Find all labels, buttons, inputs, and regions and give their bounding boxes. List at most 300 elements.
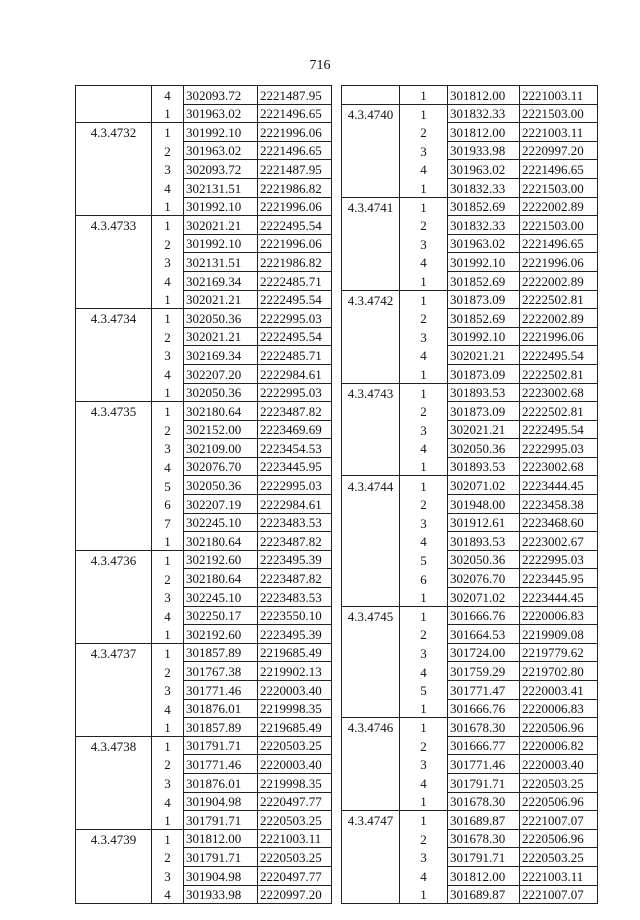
table-row [342,234,598,253]
x-coordinate-cell: 302076.70 [448,569,520,588]
parcel-id-cell [342,346,400,365]
point-number-cell: 4 [400,439,448,458]
point-number-cell: 2 [152,234,184,253]
parcel-id-cell [342,309,400,328]
x-coordinate-cell: 302021.21 [448,420,520,439]
y-coordinate-cell: 2219998.35 [258,773,332,792]
x-coordinate-cell: 302071.02 [448,476,520,495]
parcel-id-cell [76,588,152,607]
x-coordinate-cell: 301689.87 [448,885,520,904]
x-coordinate-cell: 302180.64 [184,532,258,551]
x-coordinate-cell: 302131.51 [184,178,258,197]
table-row [76,681,332,700]
y-coordinate-cell: 2221003.11 [258,829,332,848]
x-coordinate-cell: 302250.17 [184,606,258,625]
y-coordinate-cell: 2222495.54 [520,346,598,365]
x-coordinate-cell: 301852.69 [448,271,520,290]
point-number-cell: 4 [152,178,184,197]
y-coordinate-cell: 2219998.35 [258,699,332,718]
y-coordinate-cell: 2220503.25 [258,811,332,830]
parcel-id-cell: 4.3.4747 [342,811,400,830]
point-number-cell: 1 [400,197,448,216]
y-coordinate-cell: 2221503.00 [520,216,598,235]
x-coordinate-cell: 301992.10 [184,123,258,142]
point-number-cell: 3 [400,848,448,867]
table-row [342,718,598,737]
x-coordinate-cell: 301912.61 [448,513,520,532]
table-row [342,420,598,439]
table-row [342,309,598,328]
coordinate-table-right-body [342,86,598,904]
y-coordinate-cell: 2220003.40 [258,755,332,774]
x-coordinate-cell: 302050.36 [448,550,520,569]
table-row [342,681,598,700]
y-coordinate-cell: 2220006.82 [520,736,598,755]
x-coordinate-cell: 302093.72 [184,86,258,105]
x-coordinate-cell: 302245.10 [184,513,258,532]
x-coordinate-cell: 301992.10 [184,234,258,253]
x-coordinate-cell: 302050.36 [184,309,258,328]
point-number-cell: 3 [400,755,448,774]
point-number-cell: 5 [400,681,448,700]
parcel-id-cell [76,476,152,495]
y-coordinate-cell: 2220003.40 [520,755,598,774]
x-coordinate-cell: 301852.69 [448,197,520,216]
parcel-id-cell [76,755,152,774]
parcel-id-cell [76,327,152,346]
parcel-id-cell [342,420,400,439]
parcel-id-cell [76,178,152,197]
point-number-cell: 7 [152,513,184,532]
y-coordinate-cell: 2219685.49 [258,643,332,662]
parcel-id-cell [76,86,152,105]
table-row [76,290,332,309]
table-row [76,178,332,197]
parcel-id-cell: 4.3.4746 [342,718,400,737]
table-row [342,866,598,885]
y-coordinate-cell: 2220997.20 [258,885,332,904]
point-number-cell: 1 [400,457,448,476]
x-coordinate-cell: 302180.64 [184,402,258,421]
y-coordinate-cell: 2223458.38 [520,495,598,514]
y-coordinate-cell: 2221986.82 [258,178,332,197]
point-number-cell: 6 [152,495,184,514]
y-coordinate-cell: 2222495.54 [258,290,332,309]
y-coordinate-cell: 2222984.61 [258,495,332,514]
x-coordinate-cell: 301857.89 [184,718,258,737]
y-coordinate-cell: 2221003.11 [520,866,598,885]
x-coordinate-cell: 301933.98 [448,141,520,160]
y-coordinate-cell: 2223444.45 [520,476,598,495]
table-row [342,495,598,514]
parcel-id-cell [342,699,400,718]
point-number-cell: 2 [400,216,448,235]
point-number-cell: 3 [400,643,448,662]
y-coordinate-cell: 2222502.81 [520,364,598,383]
x-coordinate-cell: 302071.02 [448,588,520,607]
x-coordinate-cell: 302021.21 [184,216,258,235]
x-coordinate-cell: 301771.46 [184,681,258,700]
table-row [342,513,598,532]
point-number-cell: 4 [152,457,184,476]
table-row [76,885,332,904]
table-row [76,271,332,290]
table-row [76,550,332,569]
table-row [342,885,598,904]
table-row [342,569,598,588]
y-coordinate-cell: 2222995.03 [258,383,332,402]
point-number-cell: 1 [400,364,448,383]
x-coordinate-cell: 301963.02 [448,160,520,179]
parcel-id-cell [76,625,152,644]
y-coordinate-cell: 2222002.89 [520,197,598,216]
table-row [76,532,332,551]
parcel-id-cell [342,588,400,607]
x-coordinate-cell: 301904.98 [184,792,258,811]
y-coordinate-cell: 2220997.20 [520,141,598,160]
x-coordinate-cell: 301666.76 [448,699,520,718]
x-coordinate-cell: 302021.21 [184,290,258,309]
x-coordinate-cell: 301832.33 [448,104,520,123]
parcel-id-cell: 4.3.4736 [76,550,152,569]
table-row [76,346,332,365]
x-coordinate-cell: 301791.71 [184,811,258,830]
point-number-cell: 1 [152,532,184,551]
point-number-cell: 4 [152,86,184,105]
x-coordinate-cell: 302192.60 [184,625,258,644]
table-row [342,736,598,755]
parcel-id-cell: 4.3.4732 [76,123,152,142]
table-row [76,123,332,142]
x-coordinate-cell: 301812.00 [448,86,520,105]
x-coordinate-cell: 302021.21 [184,327,258,346]
point-number-cell: 1 [400,178,448,197]
point-number-cell: 2 [400,736,448,755]
y-coordinate-cell: 2223495.39 [258,625,332,644]
parcel-id-cell [342,866,400,885]
point-number-cell: 3 [152,346,184,365]
y-coordinate-cell: 2221996.06 [258,123,332,142]
parcel-id-cell: 4.3.4742 [342,290,400,309]
y-coordinate-cell: 2222995.03 [520,439,598,458]
point-number-cell: 2 [400,309,448,328]
point-number-cell: 1 [400,104,448,123]
table-row [342,532,598,551]
y-coordinate-cell: 2221003.11 [520,123,598,142]
parcel-id-cell [342,123,400,142]
point-number-cell: 1 [152,216,184,235]
table-row [342,86,598,105]
y-coordinate-cell: 2223487.82 [258,532,332,551]
x-coordinate-cell: 301904.98 [184,866,258,885]
point-number-cell: 4 [400,160,448,179]
table-row [76,402,332,421]
y-coordinate-cell: 2219702.80 [520,662,598,681]
y-coordinate-cell: 2220503.25 [258,848,332,867]
parcel-id-cell [342,513,400,532]
table-row [342,216,598,235]
point-number-cell: 1 [152,123,184,142]
table-row [76,86,332,105]
parcel-id-cell [342,569,400,588]
parcel-id-cell: 4.3.4734 [76,309,152,328]
table-row [76,309,332,328]
parcel-id-cell [342,625,400,644]
table-row [342,476,598,495]
x-coordinate-cell: 302169.34 [184,346,258,365]
y-coordinate-cell: 2221496.65 [258,104,332,123]
point-number-cell: 1 [152,402,184,421]
table-row [76,736,332,755]
y-coordinate-cell: 2223483.53 [258,513,332,532]
x-coordinate-cell: 302152.00 [184,420,258,439]
x-coordinate-cell: 301664.53 [448,625,520,644]
x-coordinate-cell: 301893.53 [448,532,520,551]
table-row [76,364,332,383]
table-row [76,569,332,588]
parcel-id-cell [342,402,400,421]
table-row [76,625,332,644]
x-coordinate-cell: 301852.69 [448,309,520,328]
x-coordinate-cell: 301771.47 [448,681,520,700]
y-coordinate-cell: 2222495.54 [258,216,332,235]
parcel-id-cell [342,681,400,700]
parcel-id-cell [76,532,152,551]
parcel-id-cell [76,699,152,718]
point-number-cell: 3 [152,588,184,607]
x-coordinate-cell: 301992.10 [448,327,520,346]
point-number-cell: 2 [152,662,184,681]
y-coordinate-cell: 2220506.96 [520,718,598,737]
y-coordinate-cell: 2222002.89 [520,271,598,290]
point-number-cell: 2 [152,569,184,588]
table-row [76,755,332,774]
y-coordinate-cell: 2223002.68 [520,383,598,402]
x-coordinate-cell: 301771.46 [184,755,258,774]
x-coordinate-cell: 301791.71 [184,736,258,755]
point-number-cell: 2 [400,625,448,644]
point-number-cell: 3 [152,866,184,885]
table-row [342,123,598,142]
y-coordinate-cell: 2222995.03 [520,550,598,569]
point-number-cell: 1 [400,290,448,309]
parcel-id-cell [76,495,152,514]
table-row [76,216,332,235]
x-coordinate-cell: 302050.36 [184,476,258,495]
y-coordinate-cell: 2221496.65 [258,141,332,160]
point-number-cell: 4 [152,699,184,718]
x-coordinate-cell: 301759.29 [448,662,520,681]
x-coordinate-cell: 301666.76 [448,606,520,625]
table-row [342,253,598,272]
y-coordinate-cell: 2223002.68 [520,457,598,476]
x-coordinate-cell: 301812.00 [184,829,258,848]
point-number-cell: 3 [152,681,184,700]
table-row [342,588,598,607]
point-number-cell: 1 [152,550,184,569]
parcel-id-cell: 4.3.4735 [76,402,152,421]
table-row [76,141,332,160]
table-row [342,178,598,197]
y-coordinate-cell: 2223002.67 [520,532,598,551]
y-coordinate-cell: 2223483.53 [258,588,332,607]
parcel-id-cell [76,197,152,216]
y-coordinate-cell: 2220503.25 [520,848,598,867]
x-coordinate-cell: 301873.09 [448,402,520,421]
parcel-id-cell [76,606,152,625]
table-row [342,439,598,458]
y-coordinate-cell: 2222995.03 [258,476,332,495]
parcel-id-cell [342,792,400,811]
x-coordinate-cell: 301963.02 [184,141,258,160]
x-coordinate-cell: 301876.01 [184,773,258,792]
table-row [76,327,332,346]
y-coordinate-cell: 2221496.65 [520,234,598,253]
point-number-cell: 4 [400,532,448,551]
parcel-id-cell [76,364,152,383]
parcel-id-cell [342,271,400,290]
table-row [76,643,332,662]
point-number-cell: 1 [400,792,448,811]
x-coordinate-cell: 301963.02 [184,104,258,123]
point-number-cell: 1 [400,606,448,625]
parcel-id-cell [76,253,152,272]
parcel-id-cell [76,569,152,588]
parcel-id-cell [342,532,400,551]
y-coordinate-cell: 2221007.07 [520,811,598,830]
table-row [342,104,598,123]
parcel-id-cell: 4.3.4738 [76,736,152,755]
y-coordinate-cell: 2220003.40 [258,681,332,700]
y-coordinate-cell: 2220506.96 [520,792,598,811]
parcel-id-cell [342,141,400,160]
parcel-id-cell [342,160,400,179]
parcel-id-cell [76,513,152,532]
point-number-cell: 1 [400,699,448,718]
point-number-cell: 1 [400,718,448,737]
table-row [76,866,332,885]
point-number-cell: 3 [400,420,448,439]
y-coordinate-cell: 2219779.62 [520,643,598,662]
parcel-id-cell [76,718,152,737]
x-coordinate-cell: 301791.71 [448,848,520,867]
y-coordinate-cell: 2223487.82 [258,569,332,588]
point-number-cell: 2 [152,327,184,346]
parcel-id-cell [342,178,400,197]
table-row [342,792,598,811]
table-row [76,699,332,718]
parcel-id-cell [76,848,152,867]
table-row [76,476,332,495]
parcel-id-cell [342,550,400,569]
x-coordinate-cell: 302093.72 [184,160,258,179]
x-coordinate-cell: 302076.70 [184,457,258,476]
point-number-cell: 1 [152,718,184,737]
y-coordinate-cell: 2219909.08 [520,625,598,644]
table-row [76,160,332,179]
parcel-id-cell [76,346,152,365]
parcel-id-cell [76,773,152,792]
table-row [342,290,598,309]
parcel-id-cell [76,439,152,458]
point-number-cell: 1 [152,383,184,402]
x-coordinate-cell: 301678.30 [448,792,520,811]
table-row [342,271,598,290]
point-number-cell: 1 [400,271,448,290]
parcel-id-cell [76,234,152,253]
point-number-cell: 1 [152,309,184,328]
parcel-id-cell [342,327,400,346]
x-coordinate-cell: 302021.21 [448,346,520,365]
y-coordinate-cell: 2221487.95 [258,160,332,179]
point-number-cell: 2 [152,141,184,160]
x-coordinate-cell: 301832.33 [448,216,520,235]
parcel-id-cell [76,792,152,811]
x-coordinate-cell: 301812.00 [448,866,520,885]
parcel-id-cell [342,643,400,662]
x-coordinate-cell: 302050.36 [448,439,520,458]
point-number-cell: 2 [152,755,184,774]
x-coordinate-cell: 301933.98 [184,885,258,904]
point-number-cell: 3 [152,439,184,458]
parcel-id-cell [76,811,152,830]
point-number-cell: 1 [152,643,184,662]
point-number-cell: 5 [152,476,184,495]
parcel-id-cell [76,885,152,904]
point-number-cell: 5 [400,550,448,569]
table-row [76,848,332,867]
y-coordinate-cell: 2222495.54 [258,327,332,346]
table-row [342,383,598,402]
x-coordinate-cell: 302109.00 [184,439,258,458]
point-number-cell: 3 [400,234,448,253]
table-row [342,848,598,867]
y-coordinate-cell: 2221986.82 [258,253,332,272]
point-number-cell: 3 [152,253,184,272]
y-coordinate-cell: 2220506.96 [520,829,598,848]
parcel-id-cell [342,885,400,904]
point-number-cell: 4 [400,866,448,885]
parcel-id-cell [342,495,400,514]
y-coordinate-cell: 2223454.53 [258,439,332,458]
table-row [342,160,598,179]
parcel-id-cell [342,364,400,383]
parcel-id-cell [342,439,400,458]
x-coordinate-cell: 301678.30 [448,829,520,848]
x-coordinate-cell: 301812.00 [448,123,520,142]
table-row [342,457,598,476]
x-coordinate-cell: 301767.38 [184,662,258,681]
parcel-id-cell [76,681,152,700]
y-coordinate-cell: 2220503.25 [520,773,598,792]
y-coordinate-cell: 2221503.00 [520,178,598,197]
parcel-id-cell [76,662,152,681]
x-coordinate-cell: 301873.09 [448,290,520,309]
parcel-id-cell [342,773,400,792]
y-coordinate-cell: 2222984.61 [258,364,332,383]
y-coordinate-cell: 2220003.41 [520,681,598,700]
y-coordinate-cell: 2221496.65 [520,160,598,179]
point-number-cell: 2 [152,848,184,867]
y-coordinate-cell: 2221503.00 [520,104,598,123]
y-coordinate-cell: 2219902.13 [258,662,332,681]
x-coordinate-cell: 301873.09 [448,364,520,383]
point-number-cell: 1 [400,476,448,495]
point-number-cell: 4 [152,885,184,904]
table-row [76,718,332,737]
x-coordinate-cell: 301832.33 [448,178,520,197]
y-coordinate-cell: 2223468.60 [520,513,598,532]
